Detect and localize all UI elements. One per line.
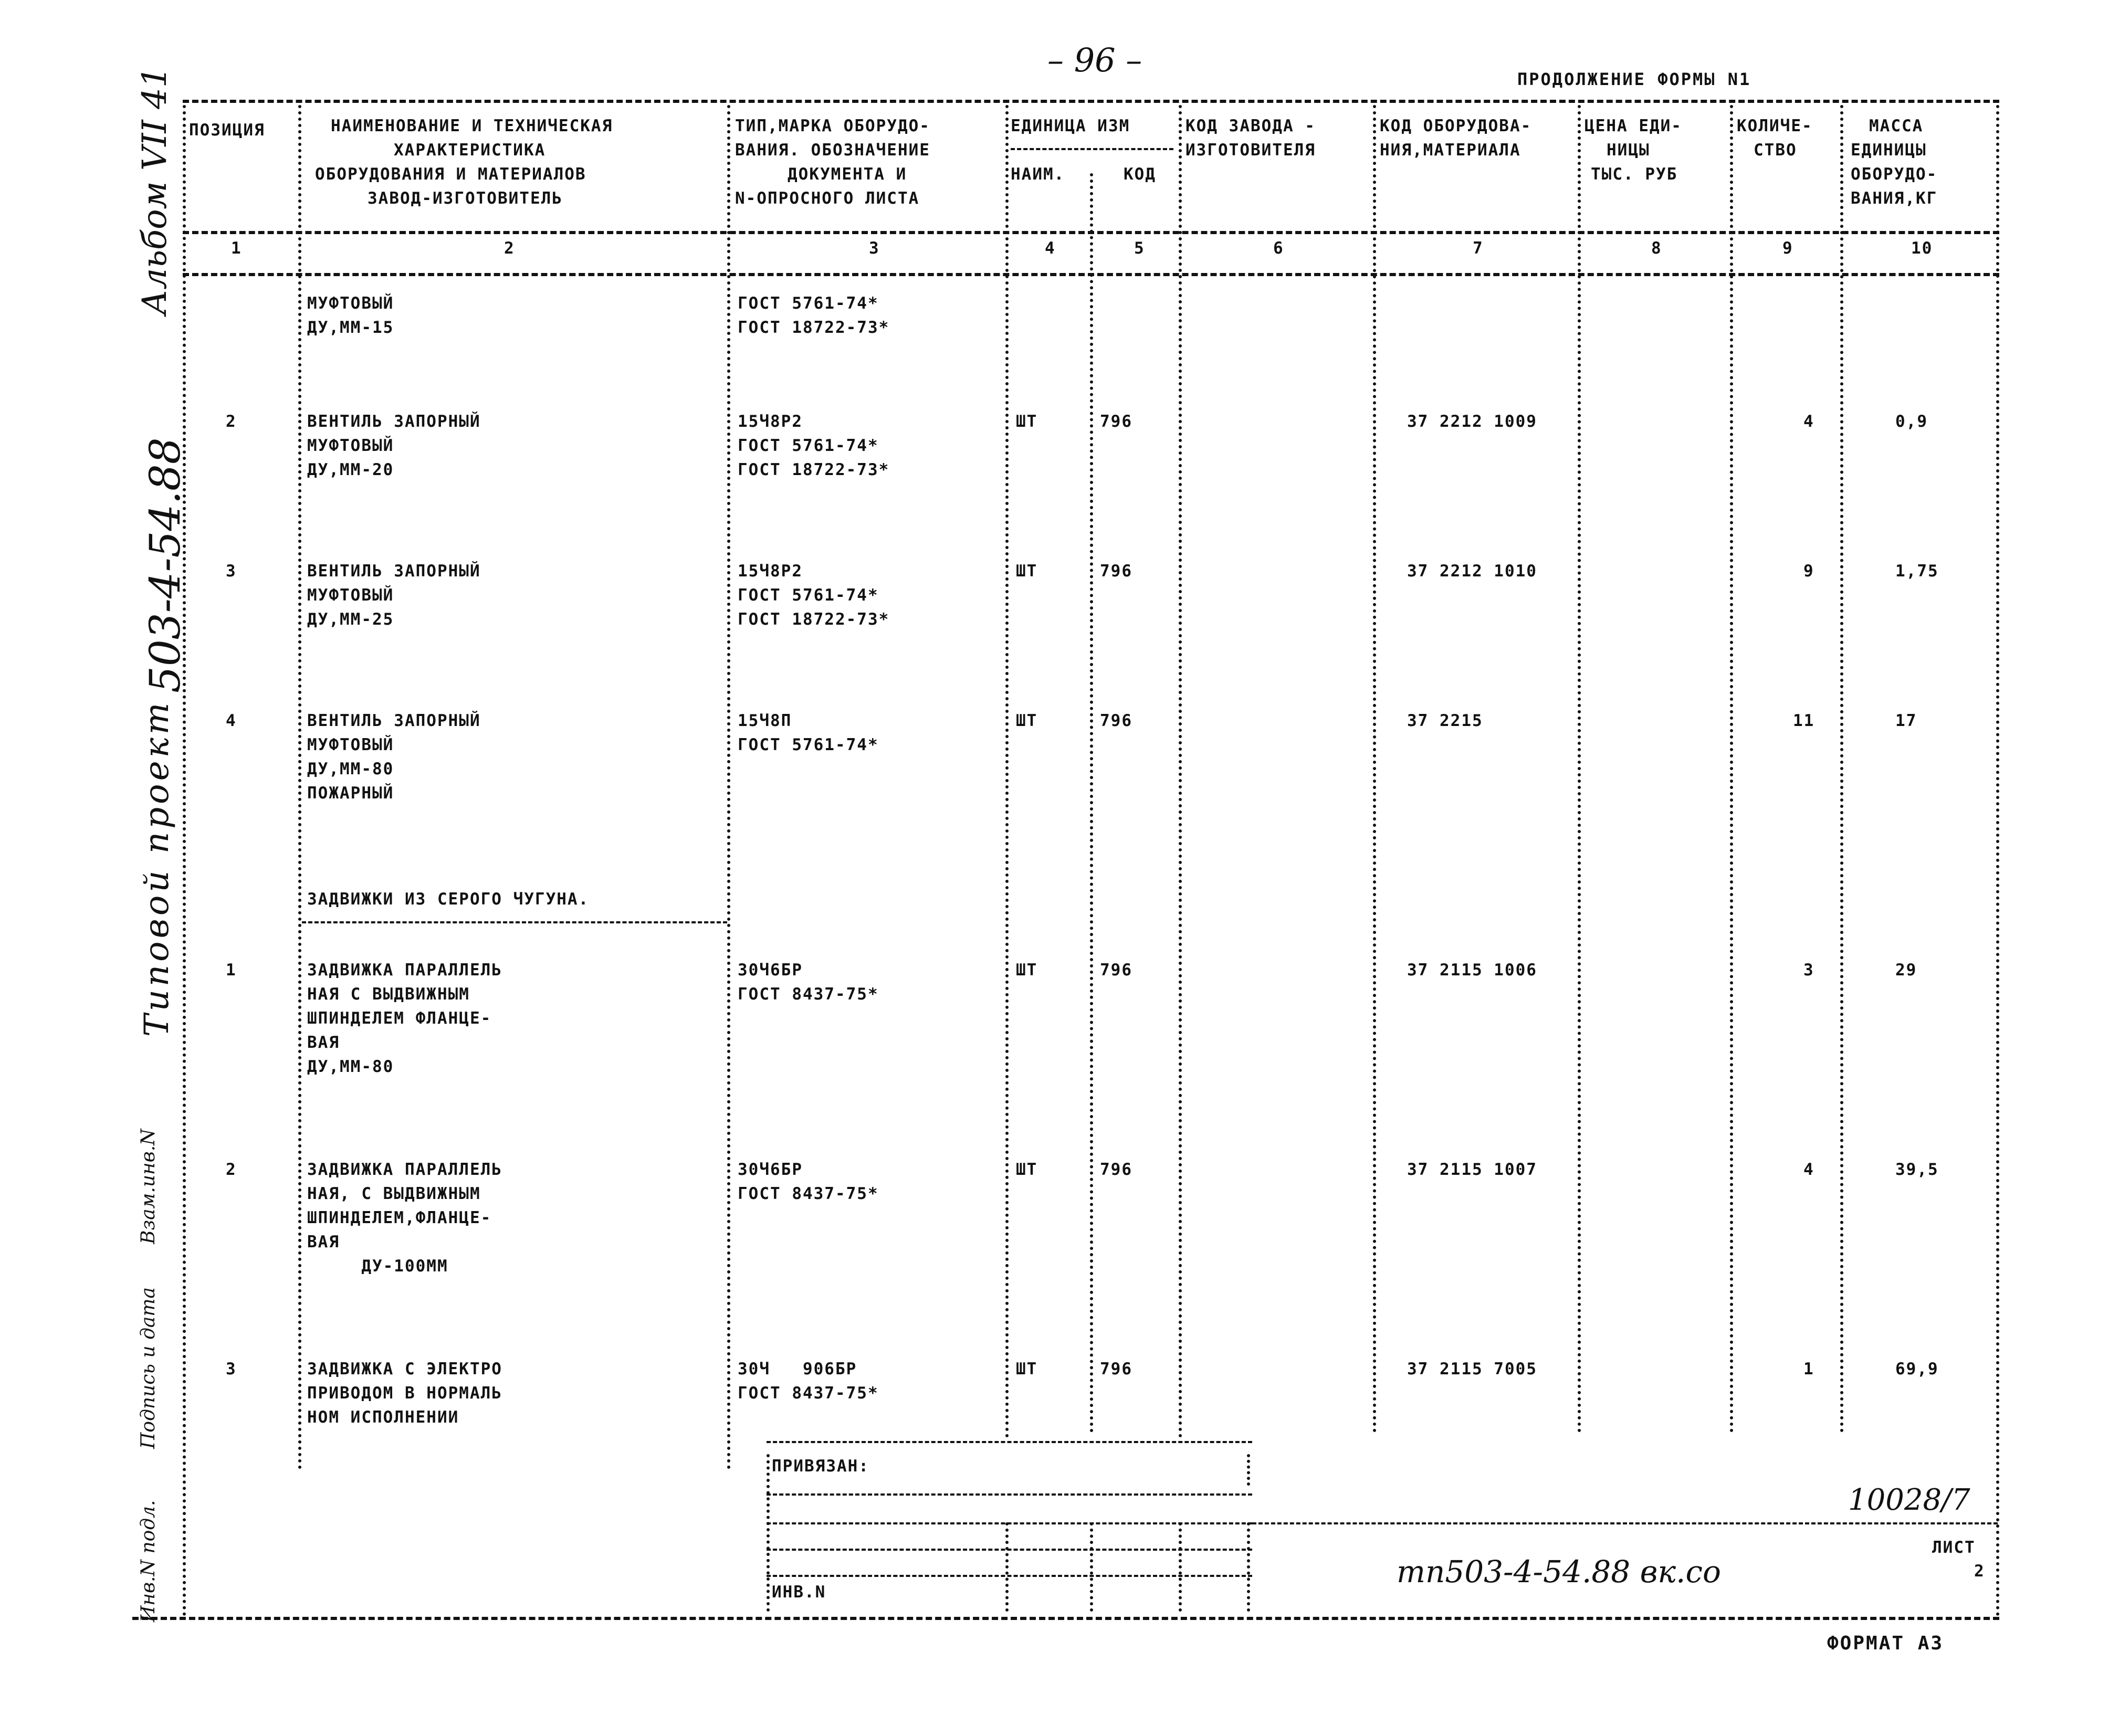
table-row-1-name-2: ДУ,ММ-20 (307, 460, 394, 479)
header-price-1: ЦЕНА ЕДИ- (1585, 117, 1682, 135)
project-label: Типовой проект (138, 699, 176, 1037)
stamp-linked: ПРИВЯЗАН: (772, 1457, 869, 1476)
header-price-3: ТЫС. РУБ (1591, 165, 1678, 184)
col-sep-0 (183, 105, 186, 1617)
colnum-8: 8 (1651, 239, 1662, 258)
header-type-3: ДОКУМЕНТА И (788, 165, 907, 184)
table-row-6-name-2: ШПИНДЕЛЕМ,ФЛАНЦЕ- (307, 1208, 492, 1227)
table-row-6-doc-0: 30Ч6БР (738, 1160, 803, 1179)
table-row-7-unit: ШТ (1016, 1360, 1038, 1379)
header-name-3: ОБОРУДОВАНИЯ И МАТЕРИАЛОВ (315, 165, 586, 184)
table-row-2-qty: 9 (1803, 562, 1814, 581)
table-row-6-name-3: ВАЯ (307, 1233, 340, 1251)
table-row-2-unit-code: 796 (1100, 562, 1132, 581)
stamp-top-line (767, 1441, 1252, 1443)
stamp-inv: ИНВ.N (772, 1583, 826, 1602)
table-row-5-name-3: ВАЯ (307, 1033, 340, 1052)
table-row-3-name-1: МУФТОВЫЙ (307, 735, 394, 754)
table-row-6-qty: 4 (1803, 1160, 1814, 1179)
table-row-5-name-1: НАЯ С ВЫДВИЖНЫМ (307, 985, 470, 1004)
col-sep-5 (1179, 105, 1182, 1438)
header-mass-2: ЕДИНИЦЫ (1851, 141, 1927, 160)
table-row-2-pos: 3 (226, 562, 237, 581)
table-row-6-unit: ШТ (1016, 1160, 1038, 1179)
table-row-0-name-0: МУФТОВЫЙ (307, 294, 394, 313)
header-unit-divider (1011, 148, 1173, 150)
table-row-6-name-1: НАЯ, С ВЫДВИЖНЫМ (307, 1184, 481, 1203)
table-row-0-name-1: ДУ,ММ-15 (307, 318, 394, 337)
table-row-2-unit: ШТ (1016, 562, 1038, 581)
stamp-line-2 (767, 1493, 1252, 1496)
table-row-0-doc-1: ГОСТ 18722-73* (738, 318, 890, 337)
project-code: 503-4-54.88 (141, 437, 190, 693)
frame-top (183, 100, 1999, 103)
table-row-3-doc-0: 15Ч8П (738, 711, 792, 730)
header-type-1: ТИП,МАРКА ОБОРУДО- (735, 117, 930, 135)
title-block-line (1252, 1522, 1998, 1524)
table-row-3-name-2: ДУ,ММ-80 (307, 760, 394, 778)
header-unit: ЕДИНИЦА ИЗМ (1011, 117, 1130, 135)
header-qty-2: СТВО (1754, 141, 1797, 160)
col-sep-10 (1996, 105, 1999, 1617)
table-row-7-doc-0: 30Ч 906БР (738, 1360, 857, 1379)
stamp-sep-3 (1179, 1522, 1182, 1612)
album-label: Альбом VII 41 (135, 66, 174, 315)
header-mass-4: ВАНИЯ,КГ (1851, 189, 1938, 208)
table-row-1-mass: 0,9 (1895, 412, 1928, 431)
table-row-2-doc-0: 15Ч8Р2 (738, 562, 803, 581)
colnum-5: 5 (1134, 239, 1145, 258)
table-row-6-doc-1: ГОСТ 8437-75* (738, 1184, 879, 1203)
page-number: – 96 – (1047, 41, 1142, 79)
stamp-inv-label: Инв.N подл. (138, 1500, 159, 1622)
table-row-7-qty: 1 (1803, 1360, 1814, 1379)
table-row-2-code: 37 2212 1010 (1407, 562, 1537, 581)
table-row-1-name-1: МУФТОВЫЙ (307, 436, 394, 455)
table-row-5-name-2: ШПИНДЕЛЕМ ФЛАНЦЕ- (307, 1009, 492, 1028)
table-row-1-unit-code: 796 (1100, 412, 1132, 431)
stamp-sep-4 (1247, 1522, 1250, 1612)
table-row-2-doc-1: ГОСТ 5761-74* (738, 586, 879, 605)
table-row-2-name-1: МУФТОВЫЙ (307, 586, 394, 605)
col-sep-1 (298, 105, 301, 1470)
colnum-4: 4 (1045, 239, 1056, 258)
table-row-5-pos: 1 (226, 961, 237, 980)
table-row-2-doc-2: ГОСТ 18722-73* (738, 610, 890, 629)
col-sep-9 (1840, 105, 1843, 1433)
table-row-1-unit: ШТ (1016, 412, 1038, 431)
stamp-replace-label: Взам.инв.N (138, 1129, 159, 1244)
colnum-9: 9 (1782, 239, 1793, 258)
table-row-3-pos: 4 (226, 711, 237, 730)
stamp-sep-2 (1090, 1522, 1093, 1612)
stamp-left-edge (767, 1454, 770, 1612)
colnum-1: 1 (231, 239, 242, 258)
colnum-10: 10 (1911, 239, 1933, 258)
header-type-4: N-ОПРОСНОГО ЛИСТА (735, 189, 920, 208)
table-row-1-doc-1: ГОСТ 5761-74* (738, 436, 879, 455)
header-position: ПОЗИЦИЯ (189, 121, 265, 140)
header-name-4: ЗАВОД-ИЗГОТОВИТЕЛЬ (368, 189, 563, 208)
table-row-3-qty: 11 (1793, 711, 1815, 730)
header-name-1: НАИМЕНОВАНИЕ И ТЕХНИЧЕСКАЯ (331, 117, 613, 135)
table-row-7-unit-code: 796 (1100, 1360, 1132, 1379)
table-row-7-doc-1: ГОСТ 8437-75* (738, 1384, 879, 1403)
table-row-5-qty: 3 (1803, 961, 1814, 980)
table-row-0-doc-0: ГОСТ 5761-74* (738, 294, 879, 313)
table-row-3-name-0: ВЕНТИЛЬ ЗАПОРНЫЙ (307, 711, 481, 730)
handwritten-number: 10028/7 (1848, 1483, 1970, 1517)
table-row-5-mass: 29 (1895, 961, 1917, 980)
table-row-7-code: 37 2115 7005 (1407, 1360, 1537, 1379)
table-row-1-qty: 4 (1803, 412, 1814, 431)
header-mass-3: ОБОРУДО- (1851, 165, 1938, 184)
table-row-7-name-0: ЗАДВИЖКА С ЭЛЕКТРО (307, 1360, 502, 1379)
header-unit-code: КОД (1124, 165, 1156, 184)
header-qty-1: КОЛИЧЕ- (1737, 117, 1813, 135)
table-row-5-doc-0: 30Ч6БР (738, 961, 803, 980)
col-sep-2 (727, 105, 730, 1470)
table-row-6-code: 37 2115 1007 (1407, 1160, 1537, 1179)
table-row-3-name-3: ПОЖАРНЫЙ (307, 784, 394, 803)
header-equip-2: НИЯ,МАТЕРИАЛА (1380, 141, 1521, 160)
table-row-6-unit-code: 796 (1100, 1160, 1132, 1179)
table-row-1-pos: 2 (226, 412, 237, 431)
table-row-2-name-0: ВЕНТИЛЬ ЗАПОРНЫЙ (307, 562, 481, 581)
col-sep-7 (1578, 105, 1581, 1433)
table-row-5-unit: ШТ (1016, 961, 1038, 980)
table-row-3-mass: 17 (1895, 711, 1917, 730)
table-row-7-name-2: НОМ ИСПОЛНЕНИИ (307, 1408, 459, 1427)
table-row-5-unit-code: 796 (1100, 961, 1132, 980)
table-row-5-doc-1: ГОСТ 8437-75* (738, 985, 879, 1004)
table-row-6-name-0: ЗАДВИЖКА ПАРАЛЛЕЛЬ (307, 1160, 502, 1179)
header-equip-1: КОД ОБОРУДОВА- (1380, 117, 1532, 135)
table-row-5-name-4: ДУ,ММ-80 (307, 1057, 394, 1076)
stamp-sep-1 (1005, 1522, 1009, 1612)
continuation-title: ПРОДОЛЖЕНИЕ ФОРМЫ N1 (1517, 69, 1751, 89)
table-row-6-name-4: ДУ-100ММ (307, 1257, 448, 1276)
table-row-5-name-0: ЗАДВИЖКА ПАРАЛЛЕЛЬ (307, 961, 502, 980)
header-plant-2: ИЗГОТОВИТЕЛЯ (1185, 141, 1316, 160)
table-row-7-pos: 3 (226, 1360, 237, 1379)
header-plant-1: КОД ЗАВОДА - (1185, 117, 1316, 135)
table-row-7-name-1: ПРИВОДОМ В НОРМАЛЬ (307, 1384, 502, 1403)
table-row-7-mass: 69,9 (1895, 1360, 1939, 1379)
colnum-2: 2 (504, 239, 515, 258)
table-row-6-mass: 39,5 (1895, 1160, 1939, 1179)
table-row-1-doc-0: 15Ч8Р2 (738, 412, 803, 431)
section-underline (302, 921, 727, 923)
colnum-3: 3 (869, 239, 880, 258)
header-mass-1: МАССА (1869, 117, 1924, 135)
table-row-1-code: 37 2212 1009 (1407, 412, 1537, 431)
col-sep-8 (1730, 105, 1733, 1433)
col-sep-6 (1373, 105, 1376, 1433)
sheet-label: ЛИСТ (1932, 1538, 1976, 1557)
table-row-3-code: 37 2215 (1407, 711, 1483, 730)
table-row-3-doc-1: ГОСТ 5761-74* (738, 735, 879, 754)
table-row-1-name-0: ВЕНТИЛЬ ЗАПОРНЫЙ (307, 412, 481, 431)
table-row-1-doc-2: ГОСТ 18722-73* (738, 460, 890, 479)
stamp-linked-end (1247, 1454, 1250, 1486)
colnum-6: 6 (1273, 239, 1284, 258)
sheet-number: 2 (1974, 1562, 1985, 1581)
format-label: ФОРМАТ А3 (1827, 1633, 1944, 1654)
col-sep-4 (1090, 173, 1093, 1433)
col-sep-3 (1005, 105, 1009, 1438)
frame-bottom (132, 1617, 1999, 1620)
header-price-2: НИЦЫ (1607, 141, 1650, 160)
colnum-7: 7 (1473, 239, 1484, 258)
section-title: ЗАДВИЖКИ ИЗ СЕРОГО ЧУГУНА. (307, 890, 590, 909)
table-row-3-unit: ШТ (1016, 711, 1038, 730)
table-row-2-mass: 1,75 (1895, 562, 1939, 581)
header-name-2: ХАРАКТЕРИСТИКА (394, 141, 546, 160)
header-unit-name: НАИМ. (1011, 165, 1065, 184)
table-row-6-pos: 2 (226, 1160, 237, 1179)
table-row-3-unit-code: 796 (1100, 711, 1132, 730)
document-code: тп503-4-54.88 вк.со (1397, 1554, 1721, 1590)
table-row-2-name-2: ДУ,ММ-25 (307, 610, 394, 629)
header-type-2: ВАНИЯ. ОБОЗНАЧЕНИЕ (735, 141, 930, 160)
table-row-5-code: 37 2115 1006 (1407, 961, 1537, 980)
stamp-signature-label: Подпись и дата (138, 1287, 159, 1449)
